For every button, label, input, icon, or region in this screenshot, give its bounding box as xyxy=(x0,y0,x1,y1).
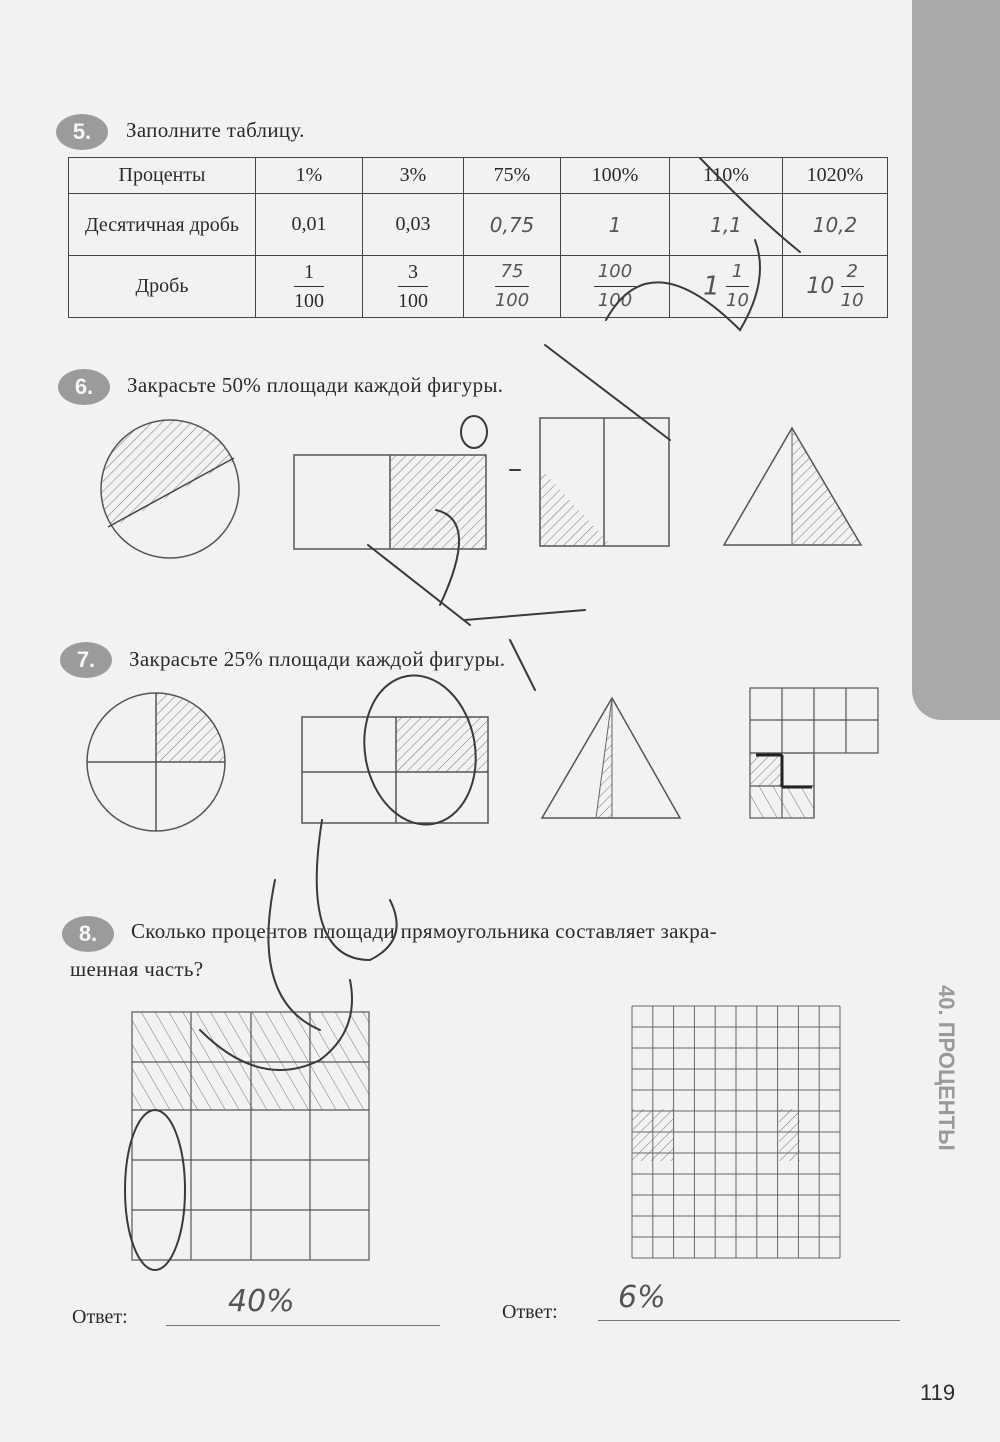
answer-value-right: 6% xyxy=(618,1280,666,1315)
task8-grid-right xyxy=(632,1006,840,1258)
fraction-num: 1 xyxy=(294,258,324,287)
answer-value-left: 40% xyxy=(228,1284,295,1319)
fraction-den: 100 xyxy=(294,290,324,312)
fraction-den: 10 xyxy=(726,290,749,311)
pct-cell: 75% xyxy=(464,158,561,194)
task6-badge: 6. xyxy=(58,369,110,405)
fraction-num: 2 xyxy=(841,258,864,287)
decimal-cell: 0,03 xyxy=(363,194,464,256)
fraction-whole: 1 xyxy=(703,271,720,302)
header-fraction: Дробь xyxy=(69,256,256,318)
fraction-den: 100 xyxy=(597,290,633,311)
section-title: 40. ПРОЦЕНТЫ xyxy=(934,985,959,1151)
pct-cell: 3% xyxy=(363,158,464,194)
fraction-num: 3 xyxy=(398,258,428,287)
decimal-handwritten: 1,1 xyxy=(670,194,783,256)
task6-triangle xyxy=(724,428,861,545)
task7-text: Закрасьте 25% площади каждой фигуры. xyxy=(129,647,506,671)
task8-text-line1: Сколько процентов площади прямоугольника составляет закра- xyxy=(131,919,717,943)
fraction-den: 100 xyxy=(398,290,428,312)
task6-circle xyxy=(90,410,250,558)
task5-text: Заполните таблицу. xyxy=(126,118,305,142)
answer-label-right: Ответ: xyxy=(502,1301,558,1323)
task6-text: Закрасьте 50% площади каждой фигуры. xyxy=(127,373,504,397)
header-decimal: Десятичная дробь xyxy=(69,194,256,256)
fraction-num: 1 xyxy=(726,258,749,287)
page-number: 119 xyxy=(920,1380,956,1405)
decimal-handwritten: 1 xyxy=(561,194,670,256)
fraction-whole: 10 xyxy=(806,274,835,299)
fraction-den: 100 xyxy=(494,290,530,311)
fraction-den: 10 xyxy=(840,290,864,311)
fraction-num: 100 xyxy=(594,258,636,287)
task8-badge: 8. xyxy=(62,916,114,952)
decimal-handwritten: 0,75 xyxy=(464,194,561,256)
task8-text-line2: шенная часть? xyxy=(70,957,204,981)
task7-badge: 7. xyxy=(60,642,112,678)
task7-grid-shape xyxy=(750,688,878,818)
pct-cell: 110% xyxy=(670,158,783,194)
decimal-handwritten: 10,2 xyxy=(783,194,888,256)
pct-cell: 100% xyxy=(561,158,670,194)
task7-triangle xyxy=(542,698,680,818)
decimal-cell: 0,01 xyxy=(256,194,363,256)
task5-badge: 5. xyxy=(56,114,108,150)
task6-square xyxy=(540,418,669,546)
answer-label-left: Ответ: xyxy=(72,1306,128,1328)
fraction-num: 75 xyxy=(495,258,529,287)
task7-circle xyxy=(87,693,225,831)
task6-rectangle xyxy=(294,455,486,549)
pct-cell: 1% xyxy=(256,158,363,194)
header-percents: Проценты xyxy=(69,158,256,194)
pct-cell: 1020% xyxy=(783,158,888,194)
